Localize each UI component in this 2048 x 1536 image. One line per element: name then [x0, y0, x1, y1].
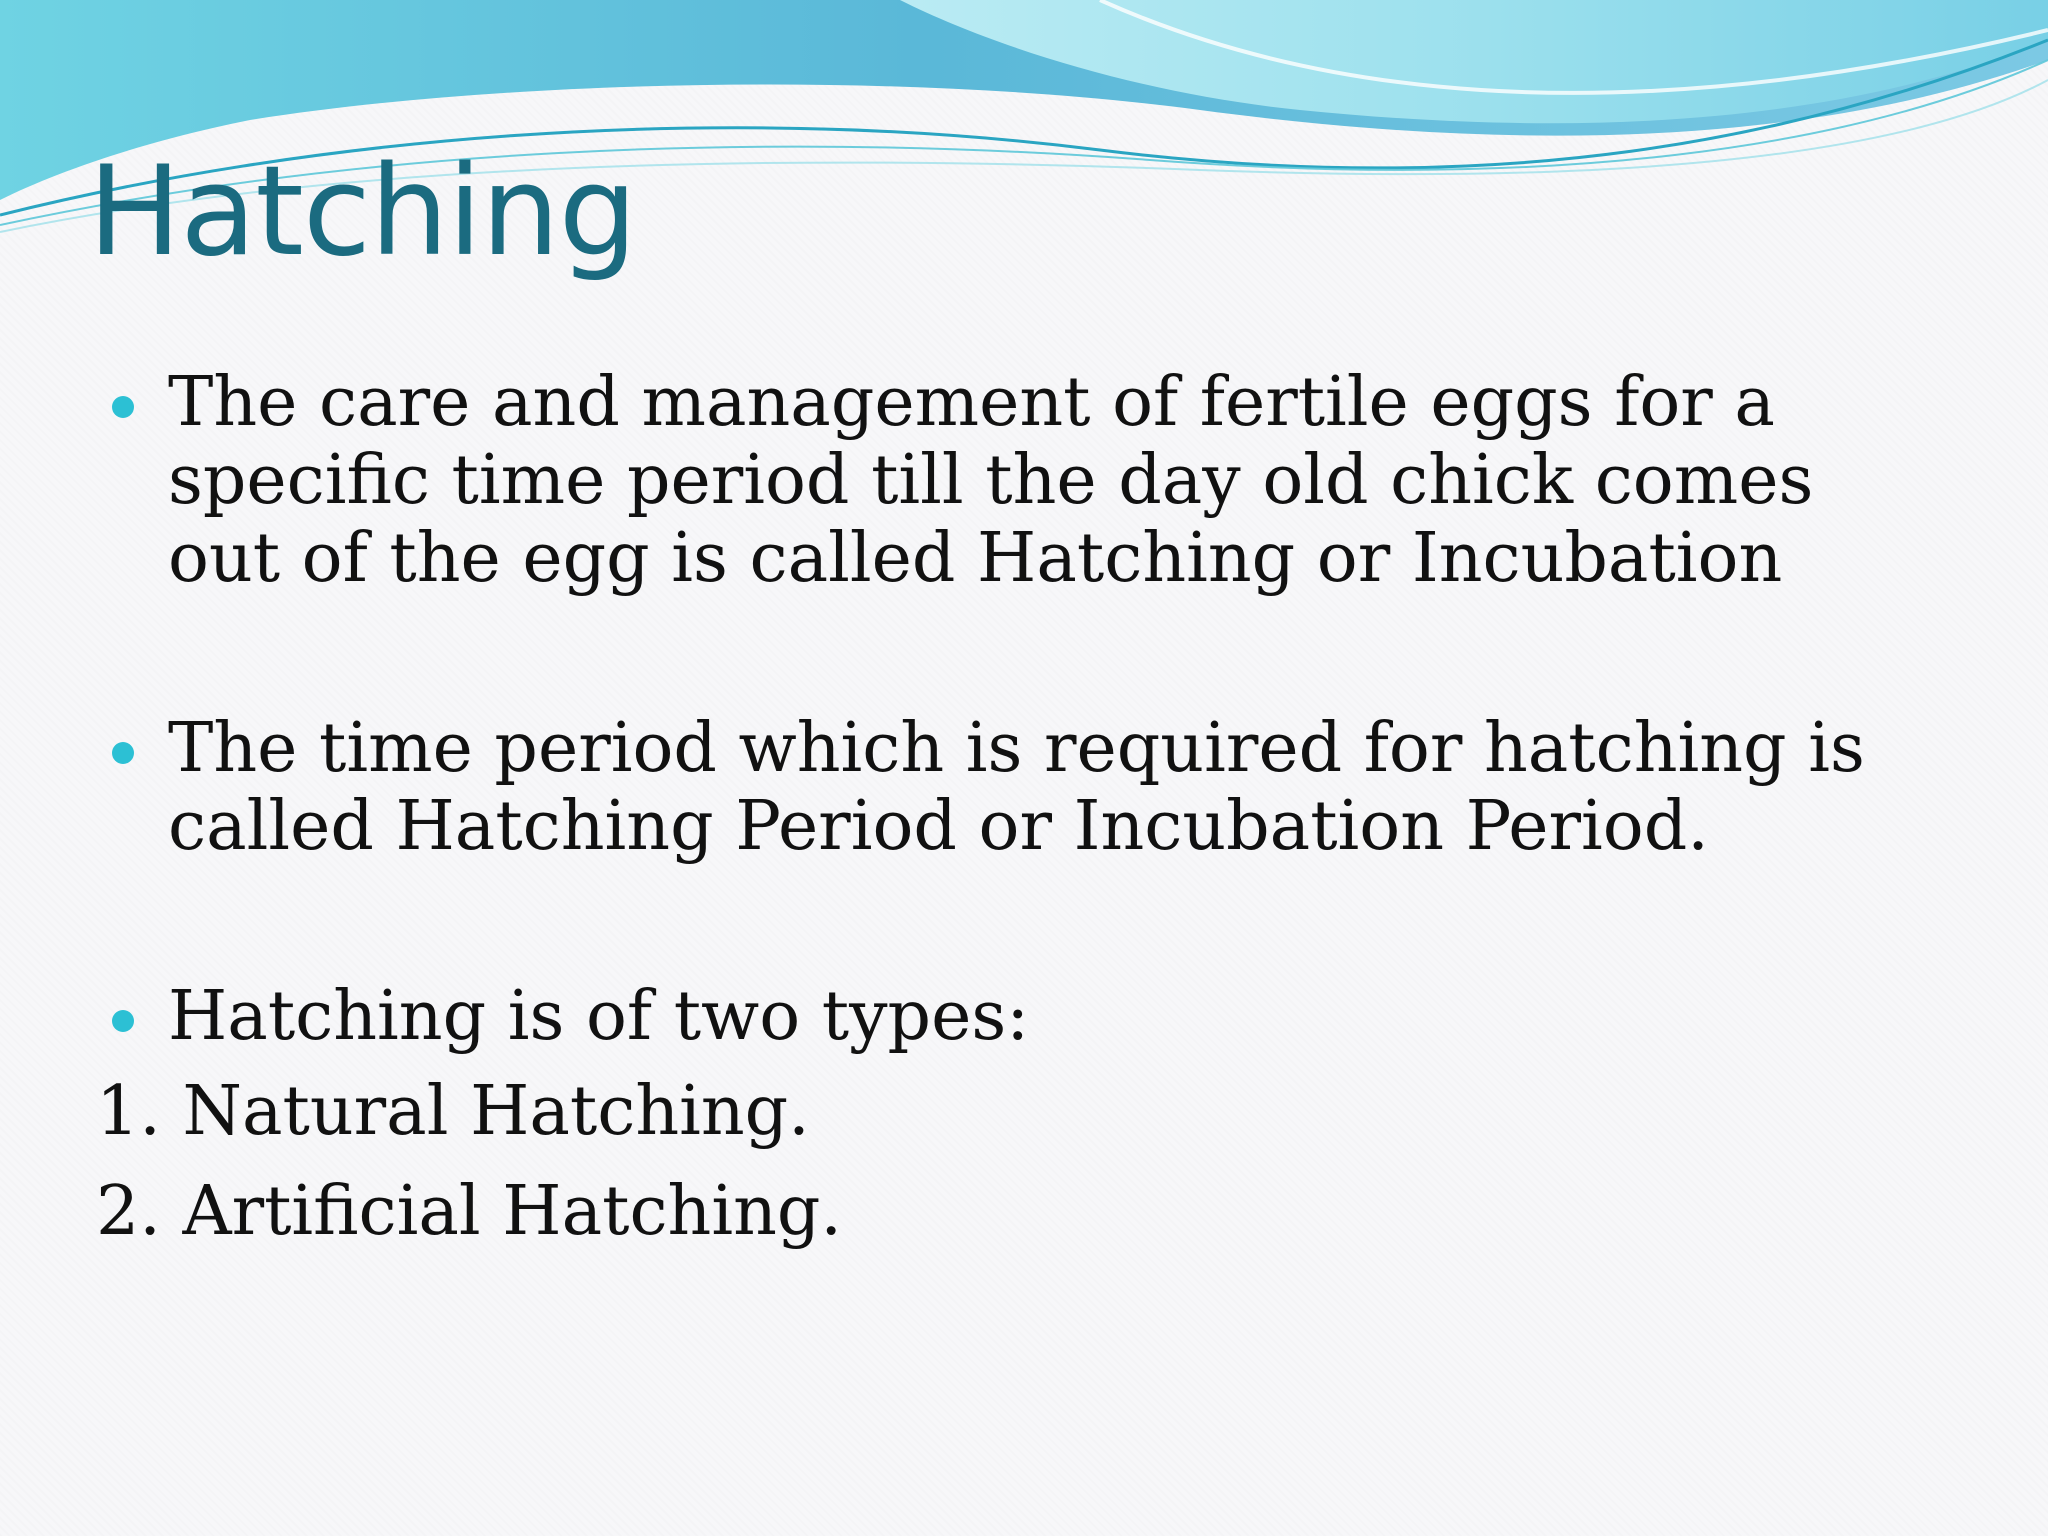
bullet-item-period	[112, 710, 1942, 866]
bullet-item-types	[112, 978, 1942, 1056]
bullet-dot-icon	[112, 1010, 134, 1032]
hatching-types-list	[96, 1062, 1926, 1262]
slide-title: Hatching	[88, 140, 637, 284]
bullet-text: The time period which is required for hatching is called Hatching Period or Incubation Period.	[168, 709, 1865, 866]
list-item-natural-hatching: 1. Natural Hatching.	[96, 1072, 810, 1151]
slide-content	[96, 363, 1942, 1262]
bullet-dot-icon	[112, 396, 134, 418]
list-item-artificial-hatching: 2. Artificial Hatching.	[96, 1172, 843, 1251]
bullet-text: Hatching is of two types:	[168, 977, 1030, 1056]
bullet-dot-icon	[112, 742, 134, 764]
bullet-item-definition	[112, 364, 1942, 598]
bullet-text: The care and management of fertile eggs for a specific time period till the day old chick comes out of the egg is called Hatching or Incubation	[168, 363, 1814, 598]
